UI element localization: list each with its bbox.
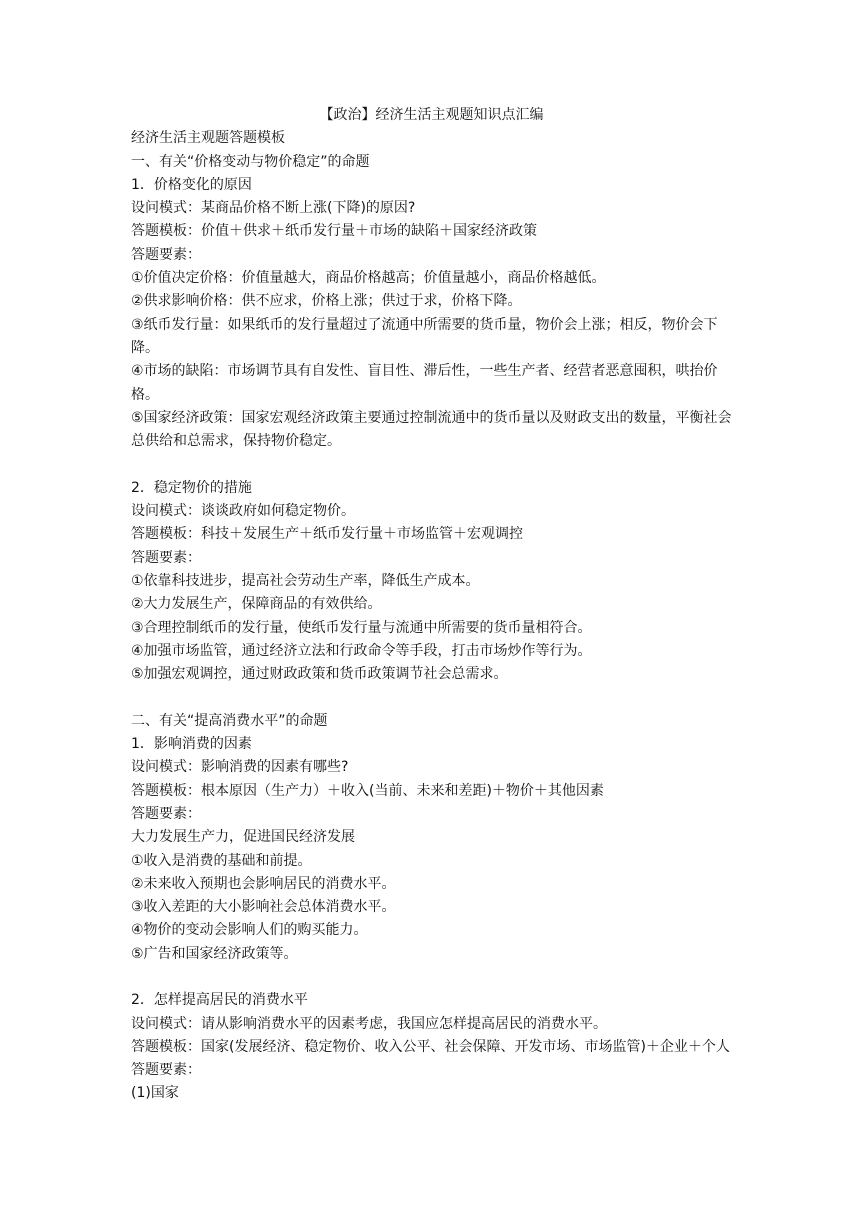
- section-heading: 经济生活主观题答题模板: [131, 130, 285, 147]
- list-item: ①依靠科技进步，提高社会劳动生产率，降低生产成本。: [131, 572, 480, 589]
- document-title: 【政治】经济生活主观题知识点汇编: [319, 107, 544, 123]
- blank-line: [131, 966, 732, 989]
- question-pattern: 设问模式：某商品价格不断上涨(下降)的原因?: [131, 200, 416, 217]
- subheading: 1．影响消费的因素: [131, 736, 252, 753]
- list-item: ③收入差距的大小影响社会总体消费水平。: [131, 899, 396, 916]
- answer-template: 答题模板：科技＋发展生产＋纸币发行量＋市场监管＋宏观调控: [131, 526, 523, 543]
- list-item: ②供求影响价格：供不应求，价格上涨；供过于求，价格下降。: [131, 293, 522, 310]
- document-body: [131, 104, 732, 1106]
- list-item: ④物价的变动会影响人们的购买能力。: [131, 922, 368, 939]
- chapter-heading-consumption: 二、有关“提高消费水平”的命题: [131, 712, 328, 729]
- answer-elements-label: 答题要素：: [131, 805, 201, 822]
- list-item: ②大力发展生产，保障商品的有效供给。: [131, 596, 382, 613]
- answer-template: 答题模板：国家(发展经济、稳定物价、收入公平、社会保障、开发市场、市场监管)＋企业＋个人: [131, 1038, 730, 1055]
- list-item: ①价值决定价格：价值量越大，商品价格越高；价值量越小，商品价格越低。: [131, 270, 606, 287]
- answer-template: 答题模板：根本原因（生产力）＋收入(当前、未来和差距)＋物价＋其他因素: [131, 782, 604, 799]
- blank-line: [131, 453, 732, 476]
- question-pattern: 设问模式：谈谈政府如何稳定物价。: [131, 503, 355, 520]
- subheading: 2．怎样提高居民的消费水平: [131, 992, 308, 1009]
- answer-elements-label: 答题要素：: [131, 246, 201, 263]
- subheading: 1．价格变化的原因: [131, 176, 252, 193]
- list-item: ⑤加强宏观调控，通过财政政策和货币政策调节社会总需求。: [131, 666, 508, 683]
- list-item: ③纸币发行量：如果纸币的发行量超过了流通中所需要的货币量，物价会上涨；相反，物价会下降。: [131, 316, 718, 356]
- answer-elements-label: 答题要素：: [131, 549, 201, 566]
- blank-line: [131, 686, 732, 709]
- list-item: ④市场的缺陷：市场调节具有自发性、盲目性、滞后性，一些生产者、经营者恶意囤积，哄抬价格。: [131, 363, 718, 403]
- subheading: 2．稳定物价的措施: [131, 479, 252, 496]
- list-item: ⑤国家经济政策：国家宏观经济政策主要通过控制流通中的货币量以及财政支出的数量，平衡社会总供给和总需求，保持物价稳定。: [131, 409, 732, 450]
- answer-template: 答题模板：价值＋供求＋纸币发行量＋市场的缺陷＋国家经济政策: [131, 223, 537, 240]
- list-item: ③合理控制纸币的发行量，使纸币发行量与流通中所需要的货币量相符合。: [131, 619, 592, 636]
- question-pattern: 设问模式：请从影响消费水平的因素考虑，我国应怎样提高居民的消费水平。: [131, 1015, 607, 1032]
- list-item: (1)国家: [131, 1085, 179, 1102]
- chapter-heading-price: 一、有关“价格变动与物价稳定”的命题: [131, 153, 370, 170]
- list-item: ⑤广告和国家经济政策等。: [131, 945, 298, 962]
- list-item: ②未来收入预期也会影响居民的消费水平。: [131, 875, 396, 892]
- list-item: ①收入是消费的基础和前提。: [131, 852, 312, 869]
- question-pattern: 设问模式：影响消费的因素有哪些?: [131, 759, 349, 776]
- answer-elements-label: 答题要素：: [131, 1062, 201, 1079]
- list-item: ④加强市场监管，通过经济立法和行政命令等手段，打击市场炒作等行为。: [131, 642, 592, 659]
- list-item: 大力发展生产力，促进国民经济发展: [131, 829, 355, 846]
